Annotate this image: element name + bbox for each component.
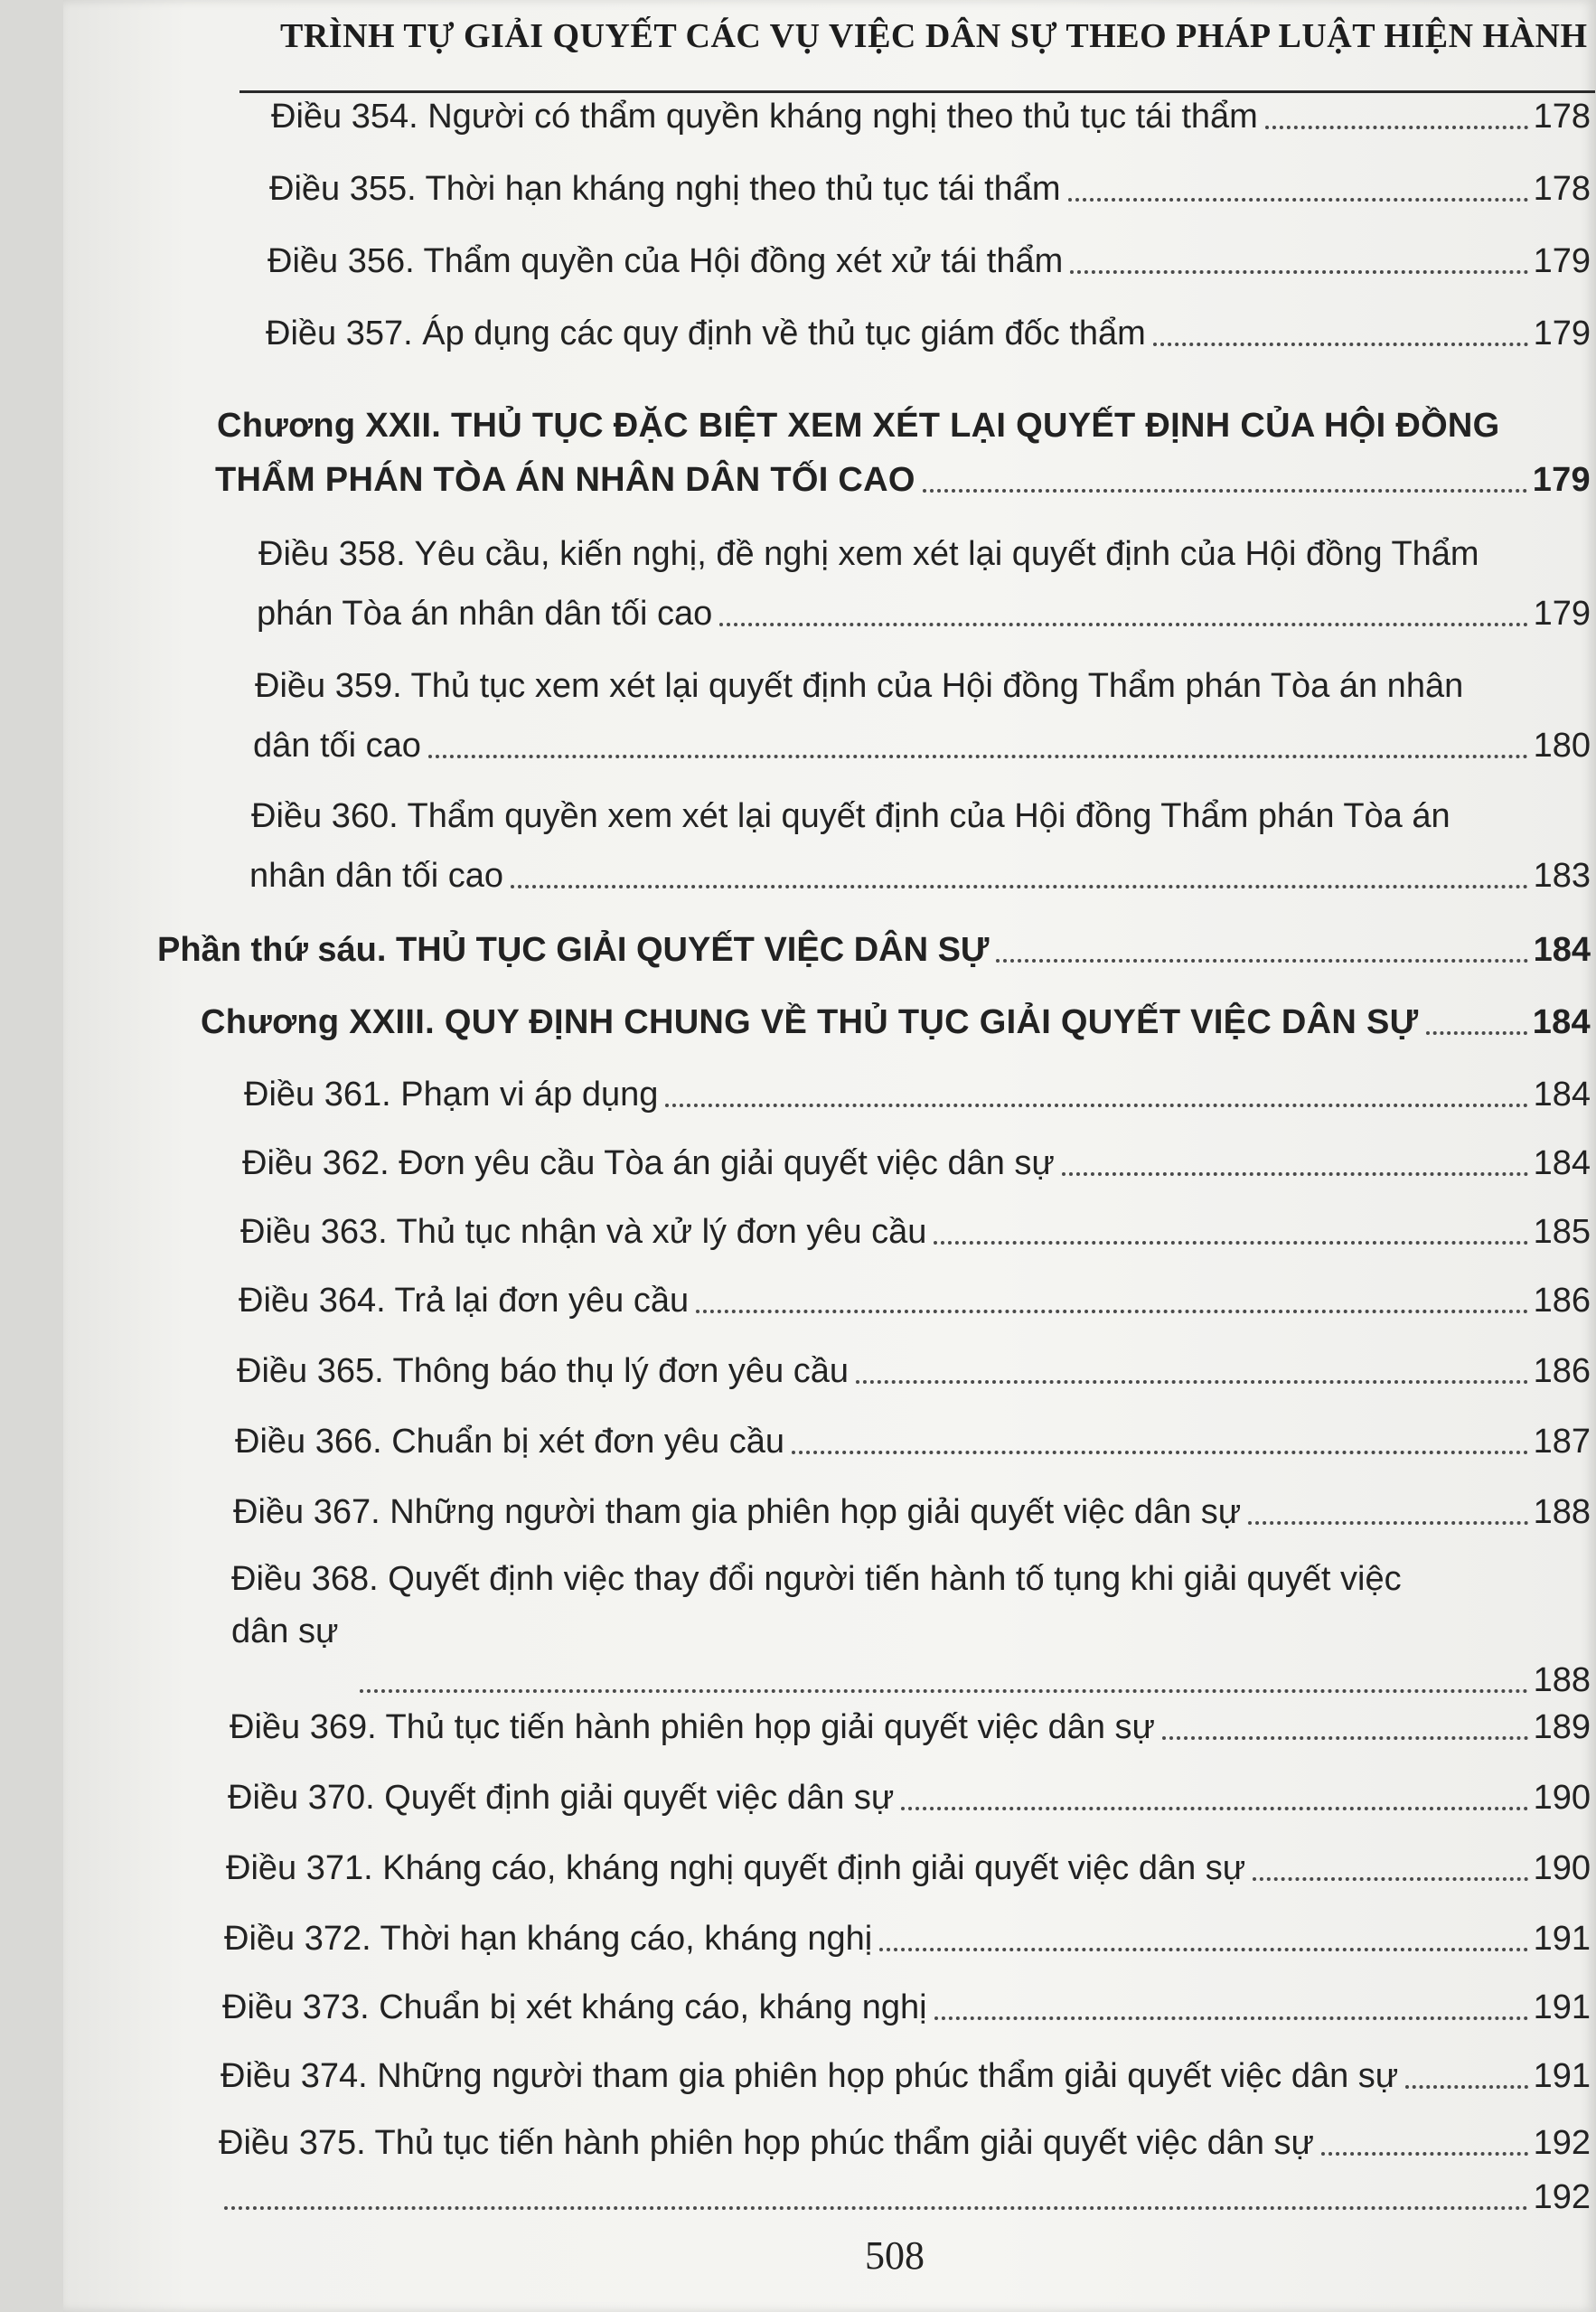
toc-entry-line1: Điều 368. Quyết định việc thay đổi người tiến hành tố tụng khi giải quyết việc	[231, 1560, 1402, 1598]
toc-entry-page: 184	[1533, 1076, 1591, 1114]
toc-entry	[253, 727, 1591, 766]
toc-entry-label: Điều 370. Quyết định giải quyết việc dân sự	[228, 1779, 895, 1817]
toc-entry	[217, 2178, 1591, 2218]
toc-entry-label: Điều 355. Thời hạn kháng nghị theo thủ tục tái thẩm	[269, 170, 1061, 208]
book-page	[63, 0, 1596, 2312]
toc-entry	[221, 2057, 1591, 2097]
toc-entry-page: 191	[1533, 1988, 1591, 2026]
toc-entry	[240, 1213, 1591, 1253]
toc-entry-page: 191	[1533, 1920, 1591, 1958]
toc-entry	[228, 1779, 1591, 1819]
leader-dots	[879, 1948, 1527, 1951]
toc-entry	[219, 2124, 1591, 2164]
toc-entry-page: 192	[1533, 2124, 1591, 2162]
leader-dots	[1062, 1172, 1528, 1176]
toc-entry	[268, 242, 1591, 282]
leader-dots	[428, 755, 1528, 758]
leader-dots	[1162, 1736, 1528, 1740]
toc-entry-label: Điều 374. Những người tham gia phiên họp phúc thẩm giải quyết việc dân sự	[221, 2057, 1399, 2095]
toc-entry-line1: Điều 359. Thủ tục xem xét lại quyết định của Hội đồng Thẩm phán Tòa án nhân	[255, 667, 1464, 705]
toc-entry-page: 189	[1533, 1708, 1591, 1746]
toc-entry-page: 190	[1533, 1849, 1591, 1887]
leader-dots	[996, 959, 1527, 963]
leader-dots	[901, 1807, 1527, 1810]
toc-entry-label: phán Tòa án nhân dân tối cao	[257, 595, 713, 633]
toc-entry-label: Điều 363. Thủ tục nhận và xử lý đơn yêu cầu	[240, 1213, 927, 1251]
leader-dots	[1426, 1031, 1527, 1035]
toc-entry-page: 184	[1533, 1144, 1591, 1182]
leader-dots	[923, 489, 1527, 493]
leader-dots	[1248, 1521, 1527, 1525]
leader-dots	[934, 2016, 1528, 2020]
toc-entry	[226, 1849, 1591, 1889]
toc-entry	[230, 1708, 1591, 1748]
toc-entry-label: Chương XXIII. QUY ĐỊNH CHUNG VỀ THỦ TỤC GIẢI QUYẾT VIỆC DÂN SỰ	[201, 1003, 1419, 1041]
leader-dots	[665, 1104, 1527, 1107]
toc-entry-page: 192	[1533, 2178, 1591, 2216]
header-rule	[239, 90, 1595, 93]
toc-entry	[249, 857, 1591, 897]
toc-entry-label: Điều 366. Chuẩn bị xét đơn yêu cầu	[235, 1423, 784, 1461]
leader-dots	[934, 1241, 1527, 1245]
toc-entry-page: 179	[1532, 461, 1591, 499]
toc-entry-page: 180	[1533, 727, 1591, 765]
chapter-heading	[201, 1003, 1591, 1043]
toc-entry	[233, 1493, 1591, 1533]
toc-entry-page: 184	[1532, 1003, 1591, 1041]
toc-entry-line2: dân sự	[231, 1612, 339, 1650]
toc-entry-page: 184	[1533, 931, 1591, 969]
toc-entry-label: THẨM PHÁN TÒA ÁN NHÂN DÂN TỐI CAO	[215, 461, 915, 499]
toc-entry-label: Điều 365. Thông báo thụ lý đơn yêu cầu	[237, 1352, 850, 1390]
page-number: 508	[865, 2233, 925, 2278]
toc-entry-page: 187	[1533, 1423, 1591, 1461]
toc-entry	[257, 595, 1591, 634]
toc-entry	[244, 1076, 1591, 1115]
leader-dots	[1070, 270, 1527, 274]
toc-entry	[224, 1920, 1591, 1960]
toc-entry-label: Điều 354. Người có thẩm quyền kháng nghị theo thủ tục tái thẩm	[271, 98, 1258, 136]
toc-entry	[271, 98, 1591, 137]
toc-entry	[269, 170, 1591, 210]
toc-entry-label: Điều 369. Thủ tục tiến hành phiên họp giải quyết việc dân sự	[230, 1708, 1155, 1746]
leader-dots	[1068, 198, 1528, 202]
toc-entry-label: Điều 371. Kháng cáo, kháng nghị quyết định giải quyết việc dân sự	[226, 1849, 1246, 1887]
toc-entry-label: Điều 364. Trả lại đơn yêu cầu	[239, 1282, 690, 1320]
leader-dots	[1405, 2085, 1527, 2089]
toc-entry	[235, 1423, 1591, 1462]
part-heading	[157, 931, 1591, 971]
leader-dots	[1253, 1877, 1527, 1881]
toc-entry-label: nhân dân tối cao	[249, 857, 504, 895]
toc-entry-line1: Điều 358. Yêu cầu, kiến nghị, đề nghị xem xét lại quyết định của Hội đồng Thẩm	[258, 535, 1479, 573]
toc-entry-page: 183	[1533, 857, 1591, 895]
toc-entry-page: 188	[1533, 1493, 1591, 1531]
leader-dots	[224, 2206, 1528, 2210]
toc-entry-label: Phần thứ sáu. THỦ TỤC GIẢI QUYẾT VIỆC DÂN SỰ	[157, 931, 990, 969]
toc-entry-label: dân tối cao	[253, 727, 421, 765]
toc-entry-page: 178	[1533, 170, 1591, 208]
toc-entry-page: 186	[1533, 1282, 1591, 1320]
leader-dots	[696, 1310, 1527, 1313]
toc-entry-page: 178	[1533, 98, 1591, 136]
leader-dots	[792, 1451, 1528, 1454]
chapter-heading	[215, 461, 1591, 501]
toc-entry-label: Điều 367. Những người tham gia phiên họp giải quyết việc dân sự	[233, 1493, 1242, 1531]
chapter-heading-line1: Chương XXII. THỦ TỤC ĐẶC BIỆT XEM XÉT LẠI QUYẾT ĐỊNH CỦA HỘI ĐỒNG	[217, 407, 1500, 445]
toc-entry-page: 190	[1533, 1779, 1591, 1817]
toc-entry	[266, 315, 1591, 354]
toc-entry-page: 179	[1533, 242, 1591, 280]
leader-dots	[1153, 343, 1528, 346]
toc-entry-label: Điều 372. Thời hạn kháng cáo, kháng nghị	[224, 1920, 873, 1958]
toc-entry	[352, 1625, 1591, 1701]
toc-entry-page: 191	[1533, 2057, 1591, 2095]
toc-entry-page: 179	[1533, 595, 1591, 633]
toc-entry	[239, 1282, 1591, 1321]
toc-entry-page: 186	[1533, 1352, 1591, 1390]
leader-dots	[360, 1689, 1528, 1693]
toc-entry	[222, 1988, 1591, 2028]
toc-entry	[237, 1352, 1591, 1392]
leader-dots	[1321, 2152, 1528, 2156]
leader-dots	[856, 1380, 1528, 1384]
toc-entry-page: 188	[1533, 1661, 1591, 1699]
running-head: TRÌNH TỰ GIẢI QUYẾT CÁC VỤ VIỆC DÂN SỰ THEO PHÁP LUẬT HIỆN HÀNH	[280, 17, 1588, 55]
toc-entry-label: Điều 375. Thủ tục tiến hành phiên họp phúc thẩm giải quyết việc dân sự	[219, 2124, 1314, 2162]
toc-entry-line1: Điều 360. Thẩm quyền xem xét lại quyết định của Hội đồng Thẩm phán Tòa án	[251, 797, 1450, 835]
toc-entry-label: Điều 362. Đơn yêu cầu Tòa án giải quyết việc dân sự	[242, 1144, 1055, 1182]
leader-dots	[719, 623, 1527, 626]
toc-entry	[242, 1144, 1591, 1184]
toc-entry-label: Điều 361. Phạm vi áp dụng	[244, 1076, 659, 1114]
toc-entry-label: Điều 357. Áp dụng các quy định về thủ tục giám đốc thẩm	[266, 315, 1146, 352]
leader-dots	[511, 885, 1528, 888]
toc-entry-label: Điều 373. Chuẩn bị xét kháng cáo, kháng nghị	[222, 1988, 927, 2026]
leader-dots	[1265, 126, 1528, 129]
toc-entry-label: Điều 356. Thẩm quyền của Hội đồng xét xử tái thẩm	[268, 242, 1064, 280]
toc-entry-page: 185	[1533, 1213, 1591, 1251]
toc-entry-page: 179	[1533, 315, 1591, 352]
